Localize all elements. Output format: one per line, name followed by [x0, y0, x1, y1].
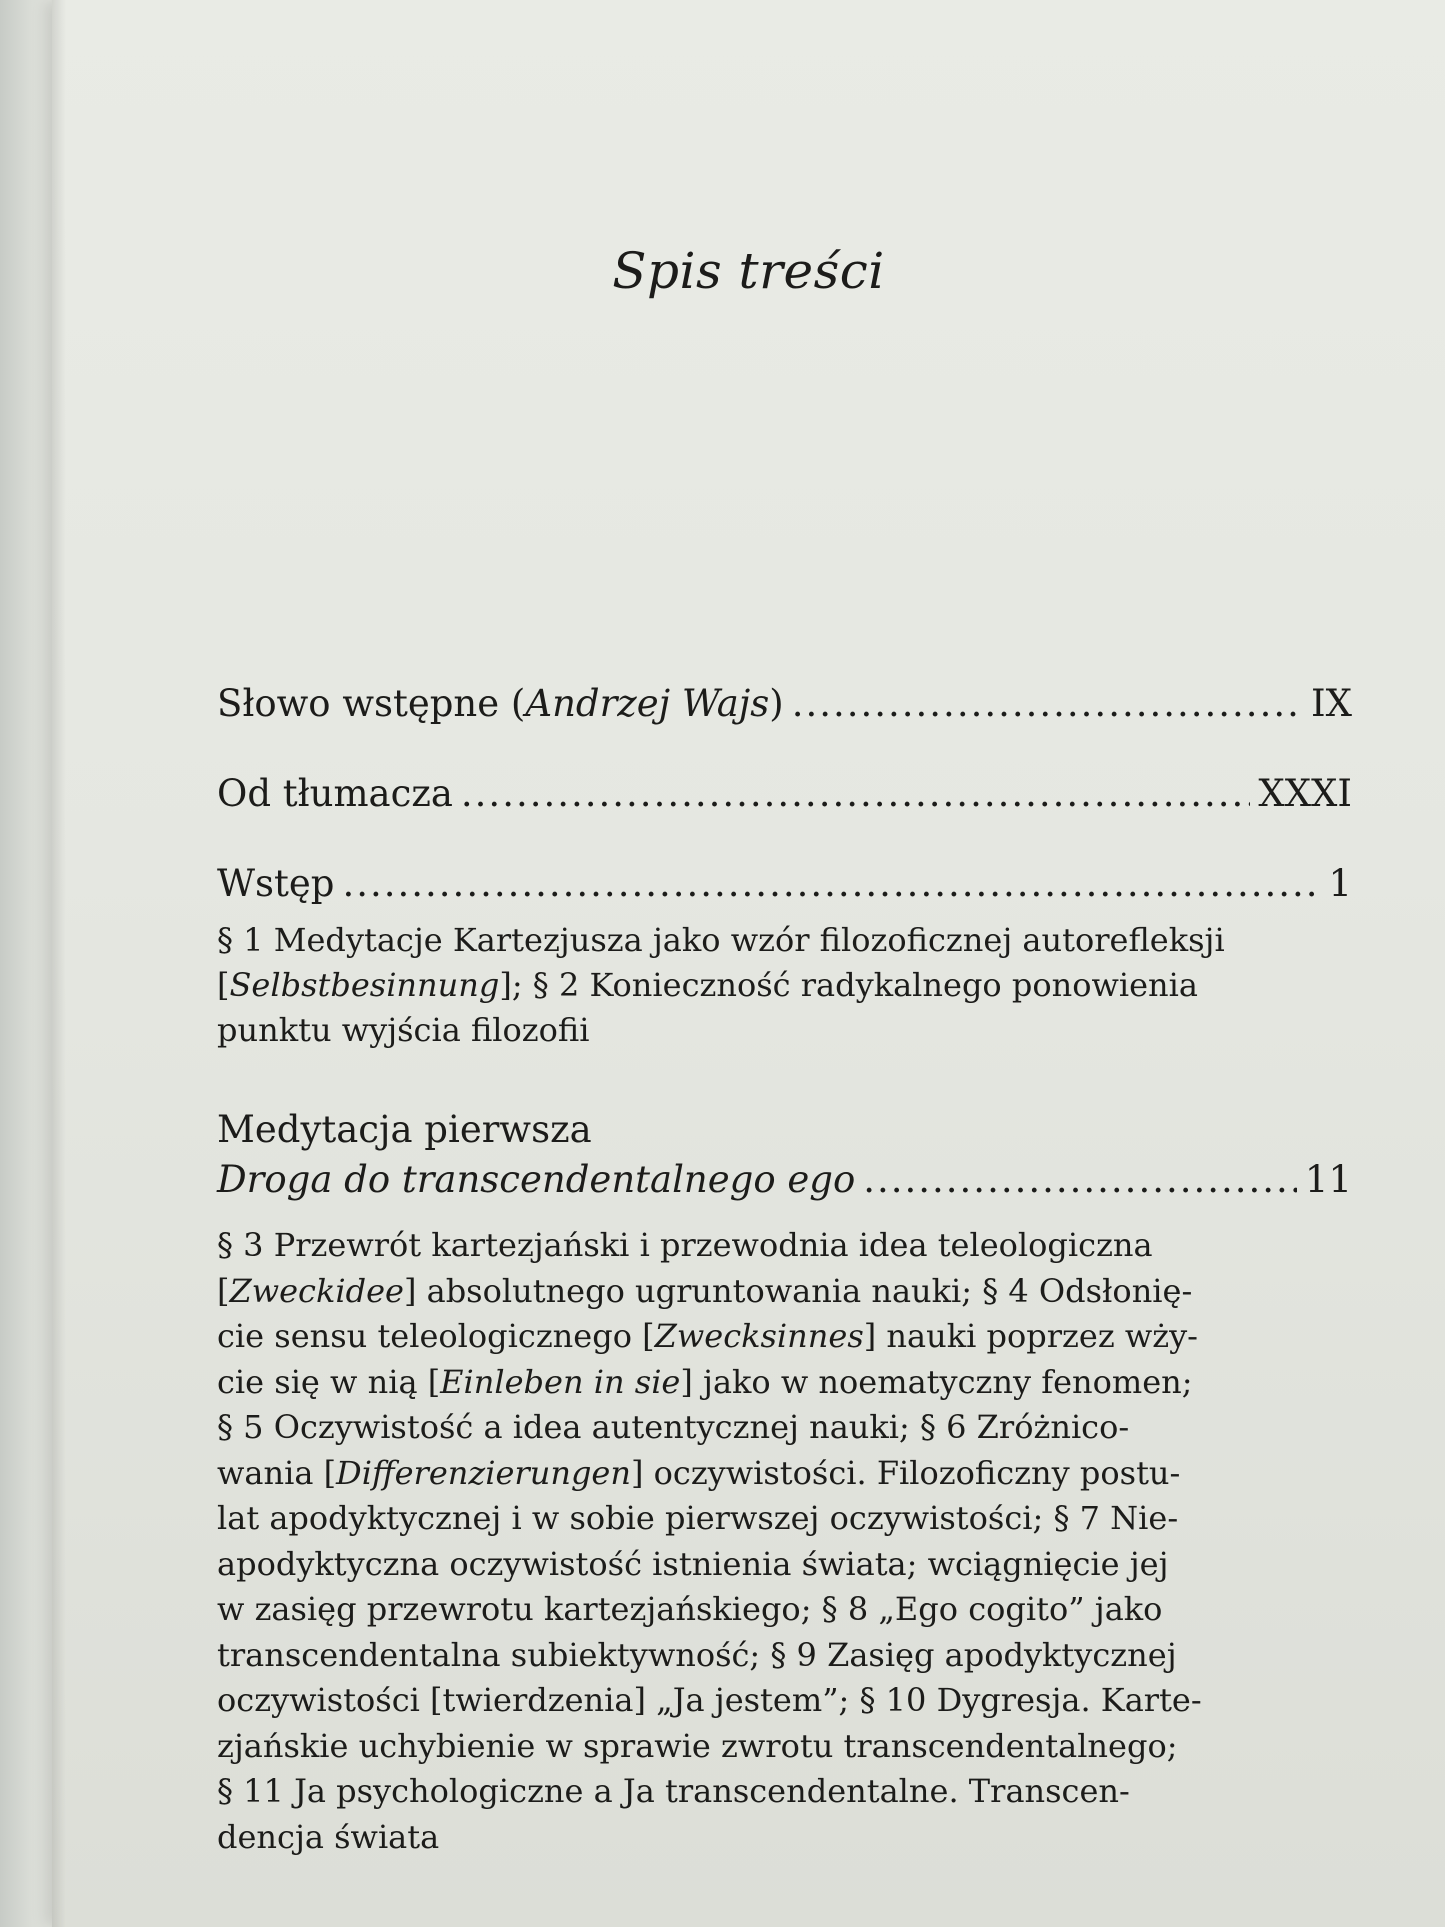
toc-entry-label: Wstęp: [217, 862, 335, 905]
dot-leader: [342, 860, 1320, 908]
toc-entry-preface: [217, 680, 1352, 728]
meditation-1-subsections: § 3 Przewrót kartezjański i przewodnia idea teleologiczna [Zweckidee] absolutnego ugruntowania nauki; § 4 Odsłonię- cie sensu teleologicznego [Zwecksinnes] nauki poprzez wży- cie się w nią [Einleben in sie] jako w noematyczny fenomen; § 5 Oczywistość a idea autentycznej nauki; § 6 Zróżnico- wania [Differenzierungen] oczywistości. Filozoficzny postu- lat apodyktycznej i w sobie pierwszej oczywistości; § 7 Nie- apodyktyczna oczywistość istnienia świata; wciągnięcie jej w zasięg przewrotu kartezjańskiego; § 8 „Ego cogito” jako transcendentalna subiektywność; § 9 Zasięg apodyktycznej oczywistości [twierdzenia] „Ja jestem”; § 10 Dygresja. Karte- zjańskie uchybienie w sprawie zwrotu transcendentalnego; § 11 Ja psychologiczne a Ja transcendentalne. Transcen- dencja świata: [217, 1226, 1202, 1856]
page-title: Spis treści: [612, 242, 885, 300]
toc-page-number: XXXI: [1258, 772, 1352, 815]
book-page: [52, 0, 1445, 1927]
dot-leader: [863, 1155, 1297, 1205]
meditation-title-row: [217, 1155, 1352, 1205]
toc-entry-label: Od tłumacza: [217, 772, 453, 815]
meditation-heading: Medytacja pierwsza: [217, 1108, 592, 1151]
toc-entry-introduction: [217, 860, 1352, 908]
meditation-title: Droga do transcendentalnego ego: [217, 1158, 856, 1201]
toc-entry-translator: [217, 770, 1352, 818]
dot-leader: [792, 680, 1303, 728]
toc-page-number: IX: [1311, 682, 1352, 725]
table-of-contents: [217, 680, 1352, 1860]
dot-leader: [461, 770, 1250, 818]
toc-entry-label: Słowo wstępne (Andrzej Wajs): [217, 682, 784, 725]
introduction-subsections: § 1 Medytacje Kartezjusza jako wzór filozoficznej autorefleksji [Selbstbesinnung]; § 2 Konieczność radykalnego ponowienia punktu wyjścia filozofii: [217, 921, 1225, 1049]
toc-page-number: 11: [1304, 1158, 1352, 1201]
toc-page-number: 1: [1328, 862, 1352, 905]
toc-entry-meditation-1: [217, 1105, 1352, 1205]
